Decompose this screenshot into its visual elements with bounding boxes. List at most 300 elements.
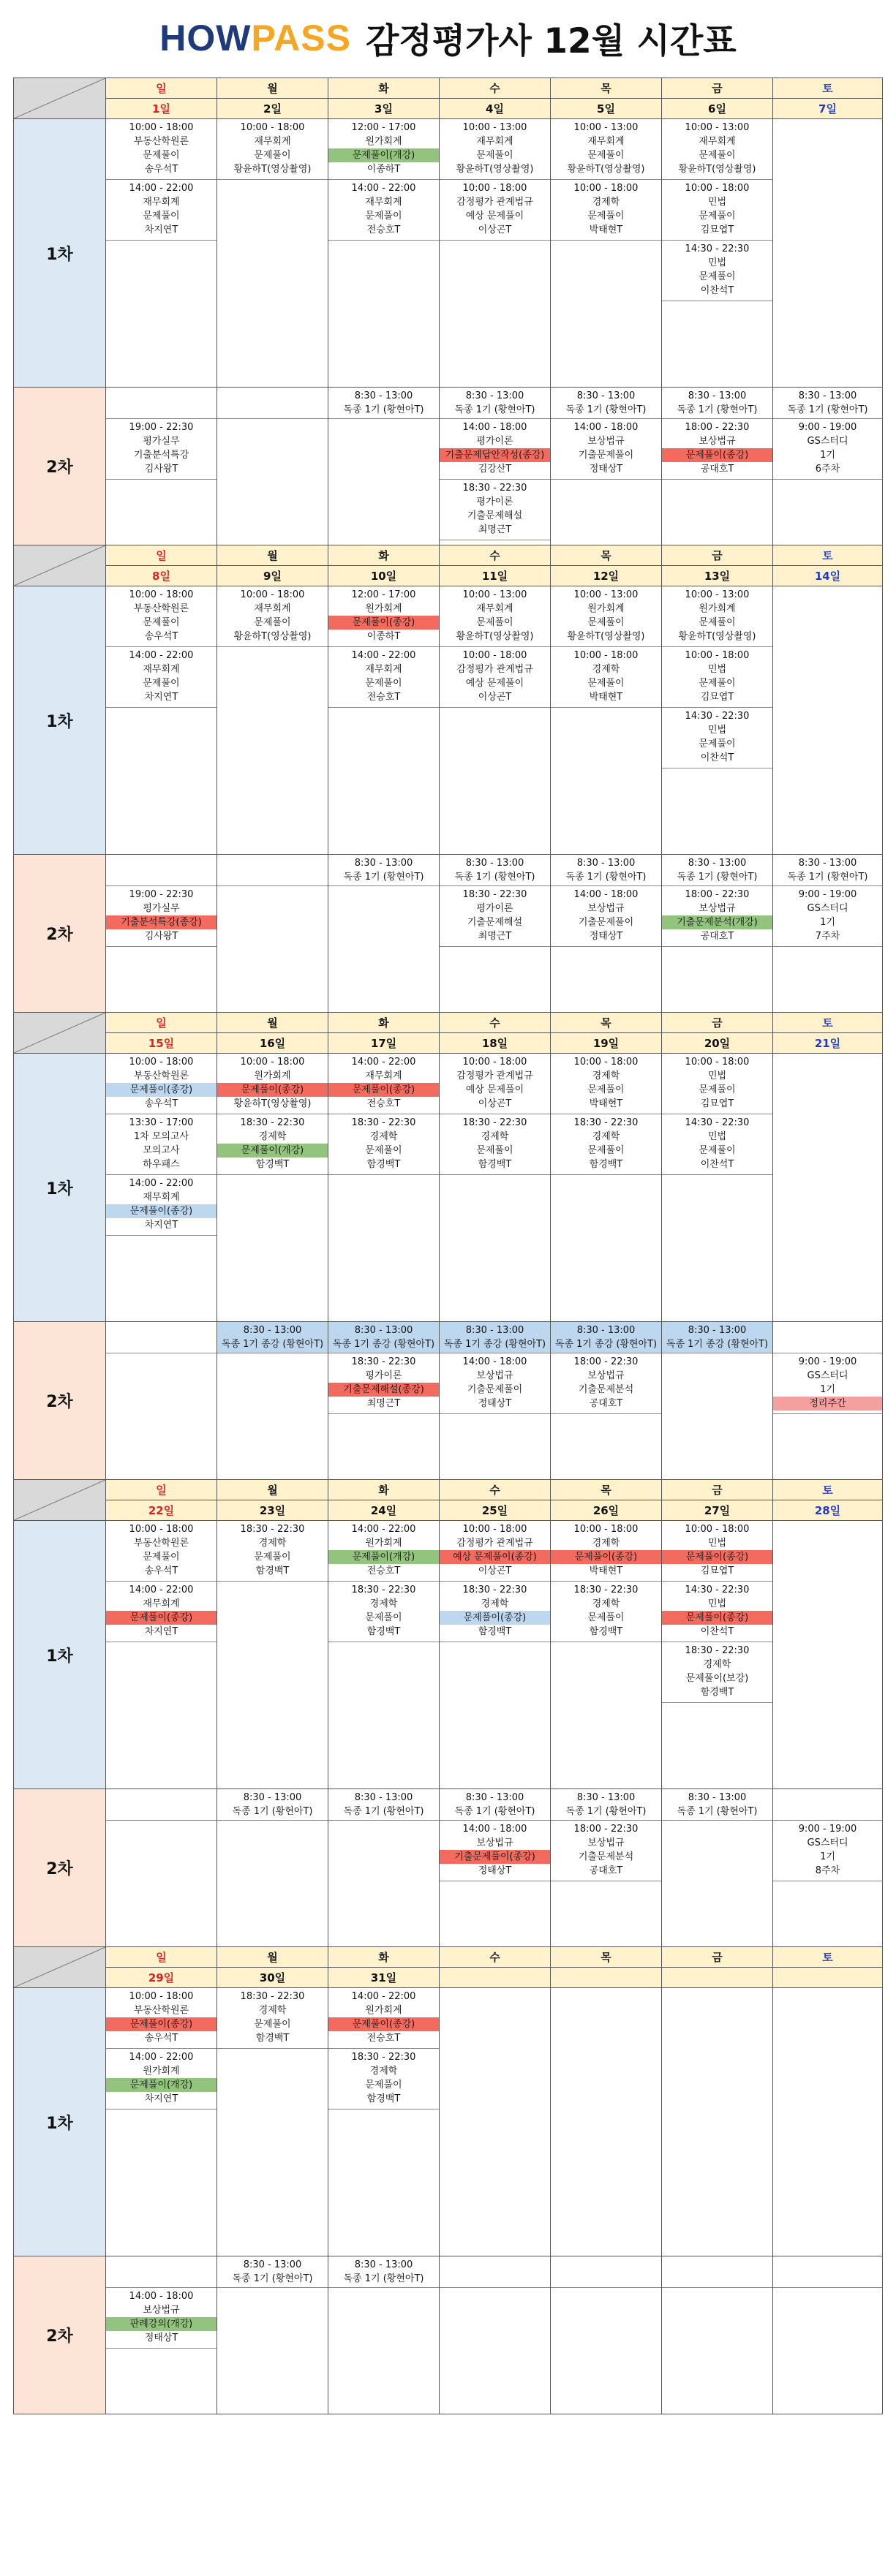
event-line: 문제풀이 xyxy=(365,211,402,222)
cell-divider xyxy=(217,1174,328,1175)
event-line: 독종 1기 (황현아T) xyxy=(454,1806,535,1817)
event-time: 10:00 - 18:00 xyxy=(240,122,305,133)
event-time: 14:00 - 22:00 xyxy=(129,2052,194,2063)
weekday-header: 수 xyxy=(440,78,551,99)
date-header: 11일 xyxy=(440,566,551,586)
dokjong-block xyxy=(106,1322,217,1353)
event-block xyxy=(551,1353,661,1413)
event-time: 18:30 - 22:30 xyxy=(462,1117,527,1128)
weekday-header: 토 xyxy=(773,78,883,99)
event-line: 공대호T xyxy=(700,931,734,942)
day-cell[interactable] xyxy=(551,855,662,1013)
dokjong-block xyxy=(773,388,882,419)
event-block xyxy=(551,119,661,179)
event-time: 8:30 - 13:00 xyxy=(798,858,857,869)
day-cell[interactable] xyxy=(551,1322,662,1480)
event-line: 부동산학원론 xyxy=(133,1070,189,1081)
day-cell[interactable] xyxy=(217,2256,328,2414)
cell-divider xyxy=(106,2348,217,2349)
brand-pass: PASS xyxy=(251,18,351,58)
row-2cha xyxy=(14,1789,883,1947)
event-time: 10:00 - 13:00 xyxy=(685,122,750,133)
day-cell[interactable] xyxy=(440,1322,551,1480)
day-cell[interactable] xyxy=(551,2256,662,2414)
event-line: 보상법규 xyxy=(699,436,736,447)
event-line: 7주차 xyxy=(815,931,840,942)
dokjong-block xyxy=(551,855,661,886)
day-cell-content xyxy=(440,1054,550,1175)
weekday-header: 화 xyxy=(328,1480,440,1500)
date-header: 24일 xyxy=(328,1500,440,1521)
day-cell[interactable] xyxy=(328,1988,440,2256)
event-line: 원가회계 xyxy=(365,1538,402,1549)
row-label-2cha: 2차 xyxy=(14,1789,106,1947)
date-header-row xyxy=(14,1500,883,1521)
event-line: 문제풀이 xyxy=(699,1084,736,1095)
event-line: 독종 1기 종강 (황현아T) xyxy=(443,1339,546,1350)
event-line: 1기 xyxy=(820,1851,835,1862)
event-block xyxy=(551,1821,661,1881)
day-cell[interactable] xyxy=(662,1054,773,1322)
day-cell[interactable] xyxy=(106,1322,217,1480)
event-block xyxy=(106,419,217,479)
cell-divider xyxy=(106,479,217,480)
event-block xyxy=(106,2048,217,2109)
day-cell[interactable] xyxy=(328,1789,440,1947)
row-2cha xyxy=(14,1322,883,1480)
day-cell-content xyxy=(440,119,550,241)
event-line: 하우패스 xyxy=(143,1159,180,1170)
dokjong-block xyxy=(662,1322,772,1353)
day-cell-content xyxy=(328,2256,439,2288)
day-cell[interactable] xyxy=(440,855,551,1013)
row-label-1cha: 1차 xyxy=(14,1521,106,1789)
event-line: 판례강의(개강) xyxy=(106,2317,217,2331)
day-cell[interactable] xyxy=(106,1521,217,1789)
event-line: 감정평가 관계법규 xyxy=(456,664,533,675)
day-cell-content xyxy=(106,388,217,480)
day-cell[interactable] xyxy=(106,1988,217,2256)
day-cell-content xyxy=(217,1988,328,2049)
corner-cell xyxy=(14,545,106,586)
day-cell[interactable] xyxy=(106,1054,217,1322)
event-time: 14:00 - 22:00 xyxy=(129,1178,194,1189)
event-line: 경제학 xyxy=(592,1070,620,1081)
cell-divider xyxy=(440,1174,550,1175)
event-line: 문제풀이(종강) xyxy=(662,1611,772,1625)
day-cell[interactable] xyxy=(440,1521,551,1789)
weekday-header-row xyxy=(14,78,883,99)
day-cell[interactable] xyxy=(773,586,883,855)
event-line: 원가회계 xyxy=(365,603,402,614)
event-line: 황윤하T(영상촬영) xyxy=(456,164,534,175)
event-block xyxy=(440,419,550,479)
cell-divider xyxy=(217,646,328,647)
date-header: 26일 xyxy=(551,1500,662,1521)
day-cell-content xyxy=(551,1521,661,1642)
event-line: 재무회계 xyxy=(254,136,291,147)
event-time: 18:30 - 22:30 xyxy=(462,889,527,900)
event-line: 부동산학원론 xyxy=(133,1538,189,1549)
dokjong-block xyxy=(328,1322,439,1353)
day-cell[interactable] xyxy=(551,388,662,545)
event-block xyxy=(328,586,439,646)
title-text: 감정평가사 12월 시간표 xyxy=(365,20,737,61)
dokjong-block xyxy=(773,1789,882,1821)
cell-divider xyxy=(217,2048,328,2049)
schedule-table xyxy=(13,78,883,2414)
day-cell[interactable] xyxy=(551,1054,662,1322)
date-header: 15일 xyxy=(106,1033,217,1054)
event-line: 보상법규 xyxy=(587,1837,625,1848)
day-cell[interactable] xyxy=(106,1789,217,1947)
event-line: 김묘엽T xyxy=(700,1098,734,1109)
event-block xyxy=(662,1114,772,1174)
day-cell[interactable] xyxy=(551,1789,662,1947)
event-time: 10:00 - 18:00 xyxy=(462,1057,527,1068)
day-cell[interactable] xyxy=(328,1322,440,1480)
event-line: 정태상T xyxy=(589,464,623,475)
event-line: 이상곤T xyxy=(478,1565,512,1576)
event-line: 재무회계 xyxy=(476,603,513,614)
event-time: 18:30 - 22:30 xyxy=(240,1991,305,2002)
event-line: 원가회계 xyxy=(365,2005,402,2016)
event-time: 8:30 - 13:00 xyxy=(465,858,524,869)
event-line: 황윤하T(영상촬영) xyxy=(456,631,534,642)
event-block xyxy=(440,179,550,240)
event-time: 10:00 - 18:00 xyxy=(129,1991,194,2002)
event-line: 재무회계 xyxy=(365,1070,402,1081)
day-cell[interactable] xyxy=(440,1054,551,1322)
event-time: 10:00 - 18:00 xyxy=(462,650,527,661)
weekday-header: 화 xyxy=(328,78,440,99)
event-line: 재무회계 xyxy=(365,197,402,208)
date-header xyxy=(440,1968,551,1988)
dokjong-block xyxy=(662,1789,772,1821)
page-title xyxy=(0,0,896,76)
event-block xyxy=(662,419,772,479)
day-cell[interactable] xyxy=(773,388,883,545)
day-cell[interactable] xyxy=(440,1789,551,1947)
day-cell[interactable] xyxy=(773,2256,883,2414)
day-cell[interactable] xyxy=(662,586,773,855)
day-cell[interactable] xyxy=(217,388,328,545)
weekday-header: 목 xyxy=(551,1480,662,1500)
event-time: 12:00 - 17:00 xyxy=(351,589,416,600)
event-line: 독종 1기 (황현아T) xyxy=(232,1806,313,1817)
row-label-2cha: 2차 xyxy=(14,855,106,1013)
event-time: 14:30 - 22:30 xyxy=(685,243,750,254)
event-block xyxy=(106,1174,217,1235)
event-line: 이찬석T xyxy=(700,1159,734,1170)
day-cell[interactable] xyxy=(551,1521,662,1789)
event-line: 독종 1기 (황현아T) xyxy=(232,2273,313,2284)
weekday-header: 일 xyxy=(106,1947,217,1968)
event-time: 8:30 - 13:00 xyxy=(465,1325,524,1336)
day-cell-content xyxy=(551,1322,661,1414)
dokjong-block xyxy=(662,855,772,886)
day-cell[interactable] xyxy=(662,2256,773,2414)
event-block xyxy=(328,2048,439,2109)
day-cell[interactable] xyxy=(662,1988,773,2256)
day-cell[interactable] xyxy=(217,855,328,1013)
cell-divider xyxy=(440,707,550,708)
dokjong-block xyxy=(662,388,772,419)
event-line: 경제학 xyxy=(258,1538,287,1549)
day-cell[interactable] xyxy=(106,586,217,855)
event-line: 기출문제풀이 xyxy=(578,917,634,928)
day-cell[interactable] xyxy=(328,855,440,1013)
day-cell[interactable] xyxy=(106,119,217,388)
day-cell[interactable] xyxy=(662,388,773,545)
day-cell-content xyxy=(217,586,328,647)
event-block xyxy=(217,1988,328,2048)
weekday-header: 월 xyxy=(217,1480,328,1500)
event-line: 황윤하T(영상촬영) xyxy=(678,631,756,642)
day-cell[interactable] xyxy=(551,119,662,388)
brand-logo xyxy=(159,17,351,59)
event-time: 18:00 - 22:30 xyxy=(573,1356,639,1367)
day-cell-content xyxy=(328,1054,439,1175)
day-cell[interactable] xyxy=(440,388,551,545)
event-line: 부동산학원론 xyxy=(133,603,189,614)
event-block xyxy=(551,179,661,240)
event-line: 1기 xyxy=(820,1384,835,1395)
event-line: 기출문제분석 xyxy=(578,1851,634,1862)
event-line: 재무회계 xyxy=(254,603,291,614)
event-line: 기출분석특강(종강) xyxy=(106,915,217,929)
cell-divider xyxy=(551,1413,661,1414)
event-line: 전승호T xyxy=(366,2033,401,2044)
cell-divider xyxy=(106,240,217,241)
event-line: 공대호T xyxy=(700,464,734,475)
day-cell[interactable] xyxy=(773,1322,883,1480)
event-line: 민법 xyxy=(707,257,727,268)
event-line: 정태상T xyxy=(589,931,623,942)
event-line: 문제풀이 xyxy=(254,150,291,161)
day-cell[interactable] xyxy=(662,855,773,1013)
day-cell[interactable] xyxy=(662,1521,773,1789)
event-block xyxy=(440,479,550,540)
weekday-header: 일 xyxy=(106,1480,217,1500)
day-cell[interactable] xyxy=(773,1789,883,1947)
dokjong-block xyxy=(328,1789,439,1821)
event-line: 송우석T xyxy=(144,1098,178,1109)
event-line: 문제풀이 xyxy=(143,150,180,161)
event-line: 보상법규 xyxy=(587,903,625,914)
event-line: 민법 xyxy=(707,1131,727,1142)
day-cell[interactable] xyxy=(217,1988,328,2256)
day-cell[interactable] xyxy=(551,586,662,855)
day-cell[interactable] xyxy=(440,2256,551,2414)
event-line: 송우석T xyxy=(144,164,178,175)
date-header: 3일 xyxy=(328,99,440,119)
event-line: 기출문제풀이 xyxy=(578,450,634,461)
cell-divider xyxy=(328,707,439,708)
dokjong-block xyxy=(440,1789,550,1821)
date-header xyxy=(551,1968,662,1988)
event-line: 원가회계 xyxy=(587,603,625,614)
day-cell-content xyxy=(662,1789,772,1821)
day-cell[interactable] xyxy=(106,2256,217,2414)
day-cell[interactable] xyxy=(773,1988,883,2256)
date-header: 9일 xyxy=(217,566,328,586)
event-block xyxy=(440,1054,550,1114)
event-line: GS스터디 xyxy=(807,1837,848,1848)
day-cell-content xyxy=(217,1521,328,1582)
event-time: 10:00 - 18:00 xyxy=(573,1524,639,1535)
cell-divider xyxy=(217,179,328,180)
event-block xyxy=(440,1353,550,1413)
event-line: 민법 xyxy=(707,725,727,736)
dokjong-block xyxy=(217,1322,328,1353)
date-header-row xyxy=(14,99,883,119)
day-cell[interactable] xyxy=(328,2256,440,2414)
event-line: 송우석T xyxy=(144,2033,178,2044)
event-block xyxy=(440,1521,550,1581)
day-cell-content xyxy=(551,388,661,480)
event-block xyxy=(773,1353,882,1413)
event-line: 이찬석T xyxy=(700,285,734,296)
event-time: 18:00 - 22:30 xyxy=(685,889,750,900)
day-cell-content xyxy=(773,1322,882,1414)
dokjong-block xyxy=(440,855,550,886)
event-line: 김사왕T xyxy=(144,931,178,942)
day-cell[interactable] xyxy=(217,1789,328,1947)
day-cell[interactable] xyxy=(328,586,440,855)
day-cell[interactable] xyxy=(662,119,773,388)
date-header: 13일 xyxy=(662,566,773,586)
dokjong-block xyxy=(328,2256,439,2288)
dokjong-block xyxy=(773,1322,882,1353)
event-line: 예상 문제풀이(종강) xyxy=(440,1550,550,1564)
day-cell[interactable] xyxy=(551,1988,662,2256)
day-cell[interactable] xyxy=(328,1054,440,1322)
row-1cha xyxy=(14,1988,883,2256)
event-line: 송우석T xyxy=(144,1565,178,1576)
day-cell[interactable] xyxy=(328,119,440,388)
event-line: 문제풀이 xyxy=(587,1612,625,1623)
event-line: 박태현T xyxy=(589,1565,623,1576)
event-line: 독종 1기 (황현아T) xyxy=(565,1806,647,1817)
event-line: 경제학 xyxy=(481,1598,509,1609)
event-time: 12:00 - 17:00 xyxy=(351,122,416,133)
date-header: 18일 xyxy=(440,1033,551,1054)
day-cell[interactable] xyxy=(106,855,217,1013)
day-cell-content xyxy=(551,119,661,241)
day-cell[interactable] xyxy=(773,1521,883,1789)
day-cell[interactable] xyxy=(773,119,883,388)
day-cell[interactable] xyxy=(217,1521,328,1789)
day-cell-content xyxy=(551,855,661,947)
event-time: 8:30 - 13:00 xyxy=(243,1792,302,1803)
event-line: 문제풀이 xyxy=(587,678,625,689)
day-cell[interactable] xyxy=(106,388,217,545)
event-time: 10:00 - 18:00 xyxy=(129,122,194,133)
event-line: 보상법규 xyxy=(476,1370,513,1381)
day-cell[interactable] xyxy=(217,586,328,855)
event-line: 문제풀이(보강) xyxy=(685,1673,749,1684)
event-line: 김강산T xyxy=(478,464,512,475)
day-cell[interactable] xyxy=(217,119,328,388)
event-line: 재무회계 xyxy=(365,664,402,675)
day-cell-content xyxy=(662,1521,772,1703)
weekday-header: 목 xyxy=(551,1013,662,1033)
day-cell[interactable] xyxy=(440,119,551,388)
weekday-header: 금 xyxy=(662,1947,773,1968)
date-header: 23일 xyxy=(217,1500,328,1521)
day-cell-content xyxy=(440,1789,550,1881)
event-line: 문제풀이 xyxy=(699,1145,736,1156)
weekday-header: 화 xyxy=(328,1947,440,1968)
event-line: 재무회계 xyxy=(143,1598,180,1609)
event-block xyxy=(106,886,217,946)
corner-cell xyxy=(14,1947,106,1988)
event-line: 문제풀이 xyxy=(476,617,513,628)
event-time: 14:00 - 22:00 xyxy=(351,650,416,661)
day-cell-content xyxy=(106,119,217,241)
weekday-header: 일 xyxy=(106,545,217,566)
event-time: 10:00 - 13:00 xyxy=(573,589,639,600)
day-cell[interactable] xyxy=(440,1988,551,2256)
day-cell[interactable] xyxy=(773,855,883,1013)
event-line: 문제풀이 xyxy=(365,678,402,689)
event-line: 함경백T xyxy=(255,1159,290,1170)
cell-divider xyxy=(328,1174,439,1175)
event-line: 이찬석T xyxy=(700,752,734,763)
dokjong-block xyxy=(440,388,550,419)
event-line: 재무회계 xyxy=(699,136,736,147)
date-header-row xyxy=(14,566,883,586)
event-line: 문제풀이 xyxy=(587,1145,625,1156)
event-line: 8주차 xyxy=(815,1865,840,1876)
day-cell[interactable] xyxy=(662,1322,773,1480)
event-line: 보상법규 xyxy=(143,2305,180,2316)
event-block xyxy=(662,1581,772,1642)
event-time: 14:30 - 22:30 xyxy=(685,1584,750,1595)
cell-divider xyxy=(773,1413,882,1414)
event-time: 18:00 - 22:30 xyxy=(573,1824,639,1835)
day-cell[interactable] xyxy=(217,1054,328,1322)
event-line: 민법 xyxy=(707,1538,727,1549)
event-line: 예상 문제풀이 xyxy=(465,1084,524,1095)
event-time: 8:30 - 13:00 xyxy=(688,1325,747,1336)
day-cell-content xyxy=(440,855,550,947)
event-line: 함경백T xyxy=(478,1159,512,1170)
day-cell[interactable] xyxy=(217,1322,328,1480)
event-line: 독종 1기 (황현아T) xyxy=(565,404,647,415)
day-cell-content xyxy=(328,1322,439,1414)
event-line: 황윤하T(영상촬영) xyxy=(233,164,312,175)
event-line: 독종 1기 (황현아T) xyxy=(343,1806,424,1817)
event-line: 황윤하T(영상촬영) xyxy=(678,164,756,175)
day-cell-content xyxy=(662,1054,772,1175)
event-block xyxy=(106,2288,217,2348)
day-cell[interactable] xyxy=(440,586,551,855)
weekday-header: 목 xyxy=(551,1947,662,1968)
weekday-header: 월 xyxy=(217,78,328,99)
event-block xyxy=(662,1054,772,1114)
date-header: 6일 xyxy=(662,99,773,119)
day-cell[interactable] xyxy=(328,388,440,545)
event-time: 18:00 - 22:30 xyxy=(685,422,750,433)
event-time: 14:00 - 22:00 xyxy=(129,1584,194,1595)
day-cell[interactable] xyxy=(662,1789,773,1947)
day-cell[interactable] xyxy=(328,1521,440,1789)
event-line: 문제풀이(종강) xyxy=(328,616,439,630)
day-cell[interactable] xyxy=(773,1054,883,1322)
day-cell-content xyxy=(328,1521,439,1642)
